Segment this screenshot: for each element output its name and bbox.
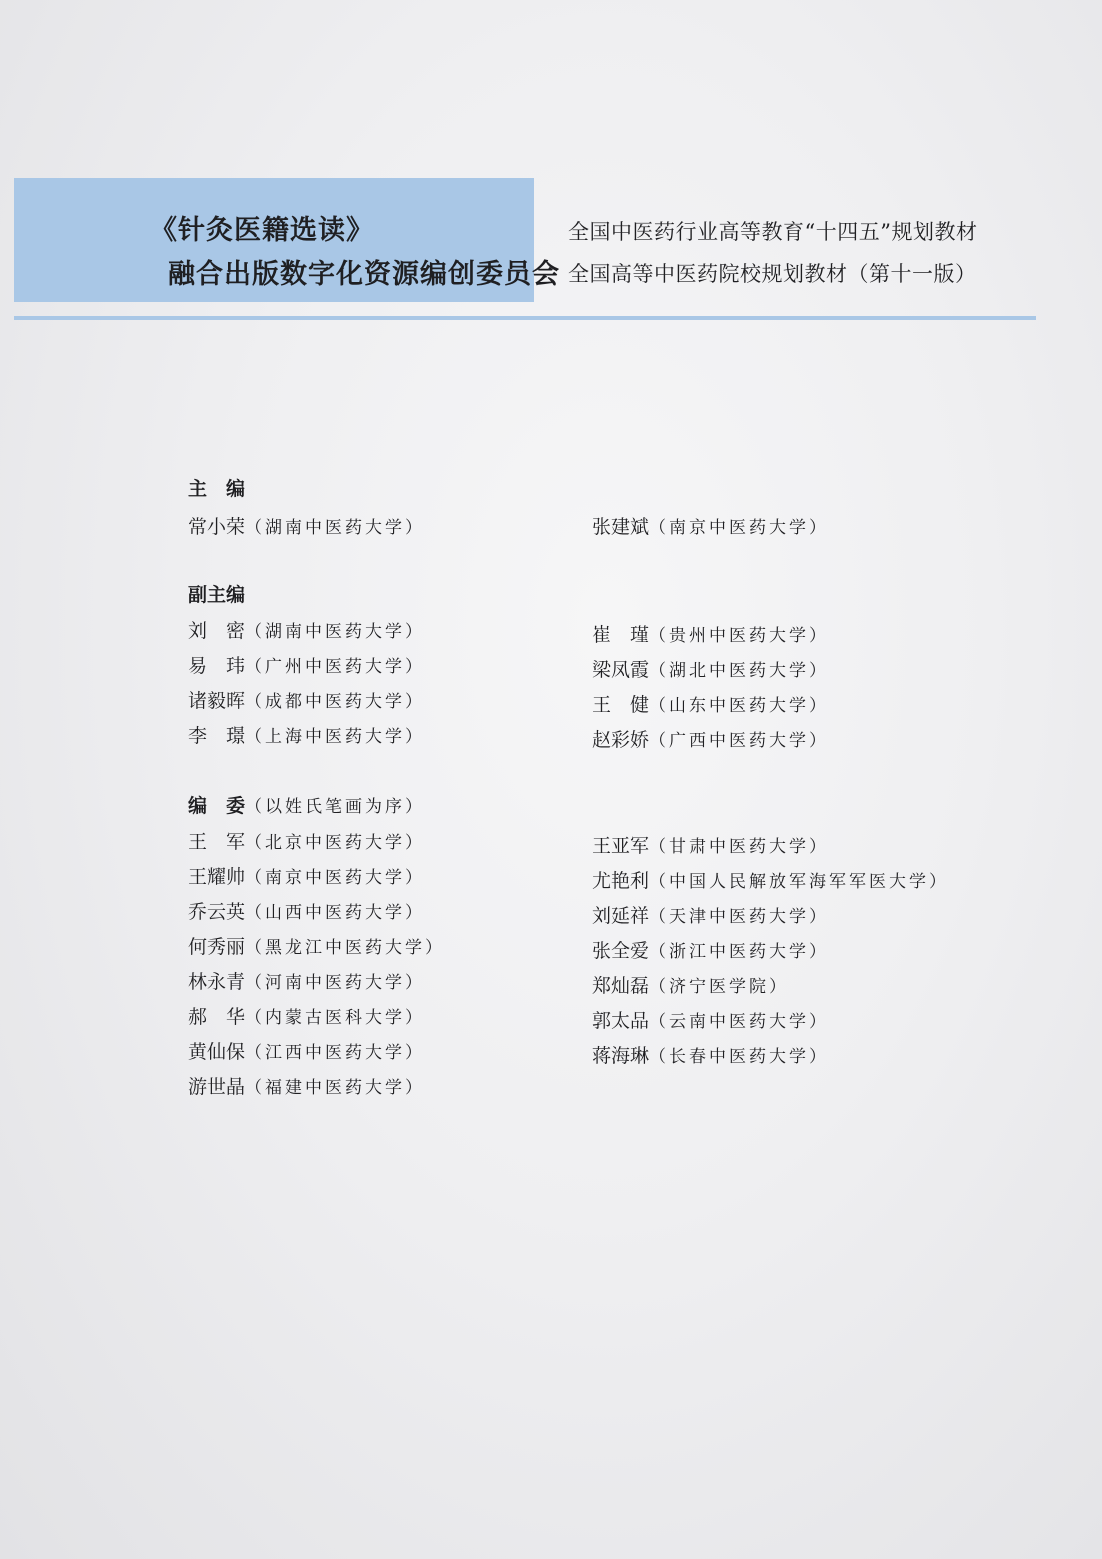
member-entry xyxy=(188,1002,425,1029)
member-name: 王 健 xyxy=(592,694,650,716)
member-affiliation: （山西中医药大学） xyxy=(245,903,426,923)
member-entry xyxy=(592,725,829,752)
member-affiliation: （湖北中医药大学） xyxy=(649,661,830,681)
member-entry xyxy=(592,971,789,998)
member-entry xyxy=(188,1072,425,1099)
member-name: 张全爱 xyxy=(592,940,650,962)
member-affiliation: （南京中医药大学） xyxy=(649,518,830,538)
member-affiliation: （长春中医药大学） xyxy=(649,1047,830,1067)
member-affiliation: （上海中医药大学） xyxy=(245,727,426,747)
member-name: 何秀丽 xyxy=(188,936,246,958)
member-name: 崔 瑾 xyxy=(592,624,650,646)
member-name: 诸毅晖 xyxy=(188,690,246,712)
member-entry xyxy=(592,1006,829,1033)
member-entry xyxy=(188,862,425,889)
member-affiliation: （福建中医药大学） xyxy=(245,1078,426,1098)
series-line-2: 全国高等中医药院校规划教材（第十一版） xyxy=(568,262,977,286)
member-entry xyxy=(188,686,425,713)
member-affiliation: （云南中医药大学） xyxy=(649,1012,830,1032)
member-name: 林永青 xyxy=(188,971,246,993)
member-entry xyxy=(188,827,425,854)
member-entry xyxy=(592,866,949,893)
series-line-1: 全国中医药行业高等教育“十四五”规划教材 xyxy=(568,220,978,244)
member-name: 乔云英 xyxy=(188,901,246,923)
section-note: （以姓氏笔画为序） xyxy=(245,797,426,817)
book-title: 《针灸医籍选读》 xyxy=(150,215,374,246)
member-affiliation: （江西中医药大学） xyxy=(245,1043,426,1063)
section-chief-editors xyxy=(188,474,245,501)
section-label: 副主编 xyxy=(188,584,246,606)
member-name: 赵彩娇 xyxy=(592,729,650,751)
member-affiliation: （广州中医药大学） xyxy=(245,657,426,677)
member-name: 王亚军 xyxy=(592,835,650,857)
member-affiliation: （济宁医学院） xyxy=(649,977,790,997)
member-affiliation: （贵州中医药大学） xyxy=(649,626,830,646)
committee-title: 融合出版数字化资源编创委员会 xyxy=(168,259,560,290)
member-entry xyxy=(592,936,829,963)
member-name: 尤艳利 xyxy=(592,870,650,892)
member-entry xyxy=(188,897,425,924)
member-name: 王 军 xyxy=(188,831,246,853)
member-entry xyxy=(592,655,829,682)
member-entry xyxy=(592,690,829,717)
member-affiliation: （山东中医药大学） xyxy=(649,696,830,716)
member-entry xyxy=(188,967,425,994)
member-name: 黄仙保 xyxy=(188,1041,246,1063)
member-affiliation: （甘肃中医药大学） xyxy=(649,837,830,857)
member-name: 游世晶 xyxy=(188,1076,246,1098)
section-label: 编 委 xyxy=(188,795,246,817)
member-entry xyxy=(592,901,829,928)
member-affiliation: （浙江中医药大学） xyxy=(649,942,830,962)
section-editorial-board xyxy=(188,791,425,818)
member-entry xyxy=(592,1041,829,1068)
member-affiliation: （成都中医药大学） xyxy=(245,692,426,712)
member-affiliation: （湖南中医药大学） xyxy=(245,518,426,538)
member-affiliation: （内蒙古医科大学） xyxy=(245,1008,426,1028)
member-affiliation: （南京中医药大学） xyxy=(245,868,426,888)
member-name: 梁凤霞 xyxy=(592,659,650,681)
member-affiliation: （天津中医药大学） xyxy=(649,907,830,927)
member-affiliation: （河南中医药大学） xyxy=(245,973,426,993)
member-entry xyxy=(188,616,425,643)
member-affiliation: （广西中医药大学） xyxy=(649,731,830,751)
member-entry xyxy=(592,512,829,539)
member-name: 张建斌 xyxy=(592,516,650,538)
member-name: 易 玮 xyxy=(188,655,246,677)
member-name: 王耀帅 xyxy=(188,866,246,888)
member-entry xyxy=(188,721,425,748)
member-affiliation: （黑龙江中医药大学） xyxy=(245,938,446,958)
member-affiliation: （湖南中医药大学） xyxy=(245,622,426,642)
member-name: 郝 华 xyxy=(188,1006,246,1028)
member-name: 李 璟 xyxy=(188,725,246,747)
member-name: 常小荣 xyxy=(188,516,246,538)
member-entry xyxy=(592,831,829,858)
section-deputy-editors xyxy=(188,580,245,607)
member-entry xyxy=(188,1037,425,1064)
member-entry xyxy=(188,651,425,678)
header-rule xyxy=(14,316,1036,320)
member-affiliation: （中国人民解放军海军军医大学） xyxy=(649,872,950,892)
section-label: 主 编 xyxy=(188,478,246,500)
member-name: 刘延祥 xyxy=(592,905,650,927)
member-name: 郑灿磊 xyxy=(592,975,650,997)
member-name: 蒋海琳 xyxy=(592,1045,650,1067)
member-name: 郭太品 xyxy=(592,1010,650,1032)
member-entry xyxy=(188,512,425,539)
member-name: 刘 密 xyxy=(188,620,246,642)
member-entry xyxy=(592,620,829,647)
member-entry xyxy=(188,932,445,959)
member-affiliation: （北京中医药大学） xyxy=(245,833,426,853)
